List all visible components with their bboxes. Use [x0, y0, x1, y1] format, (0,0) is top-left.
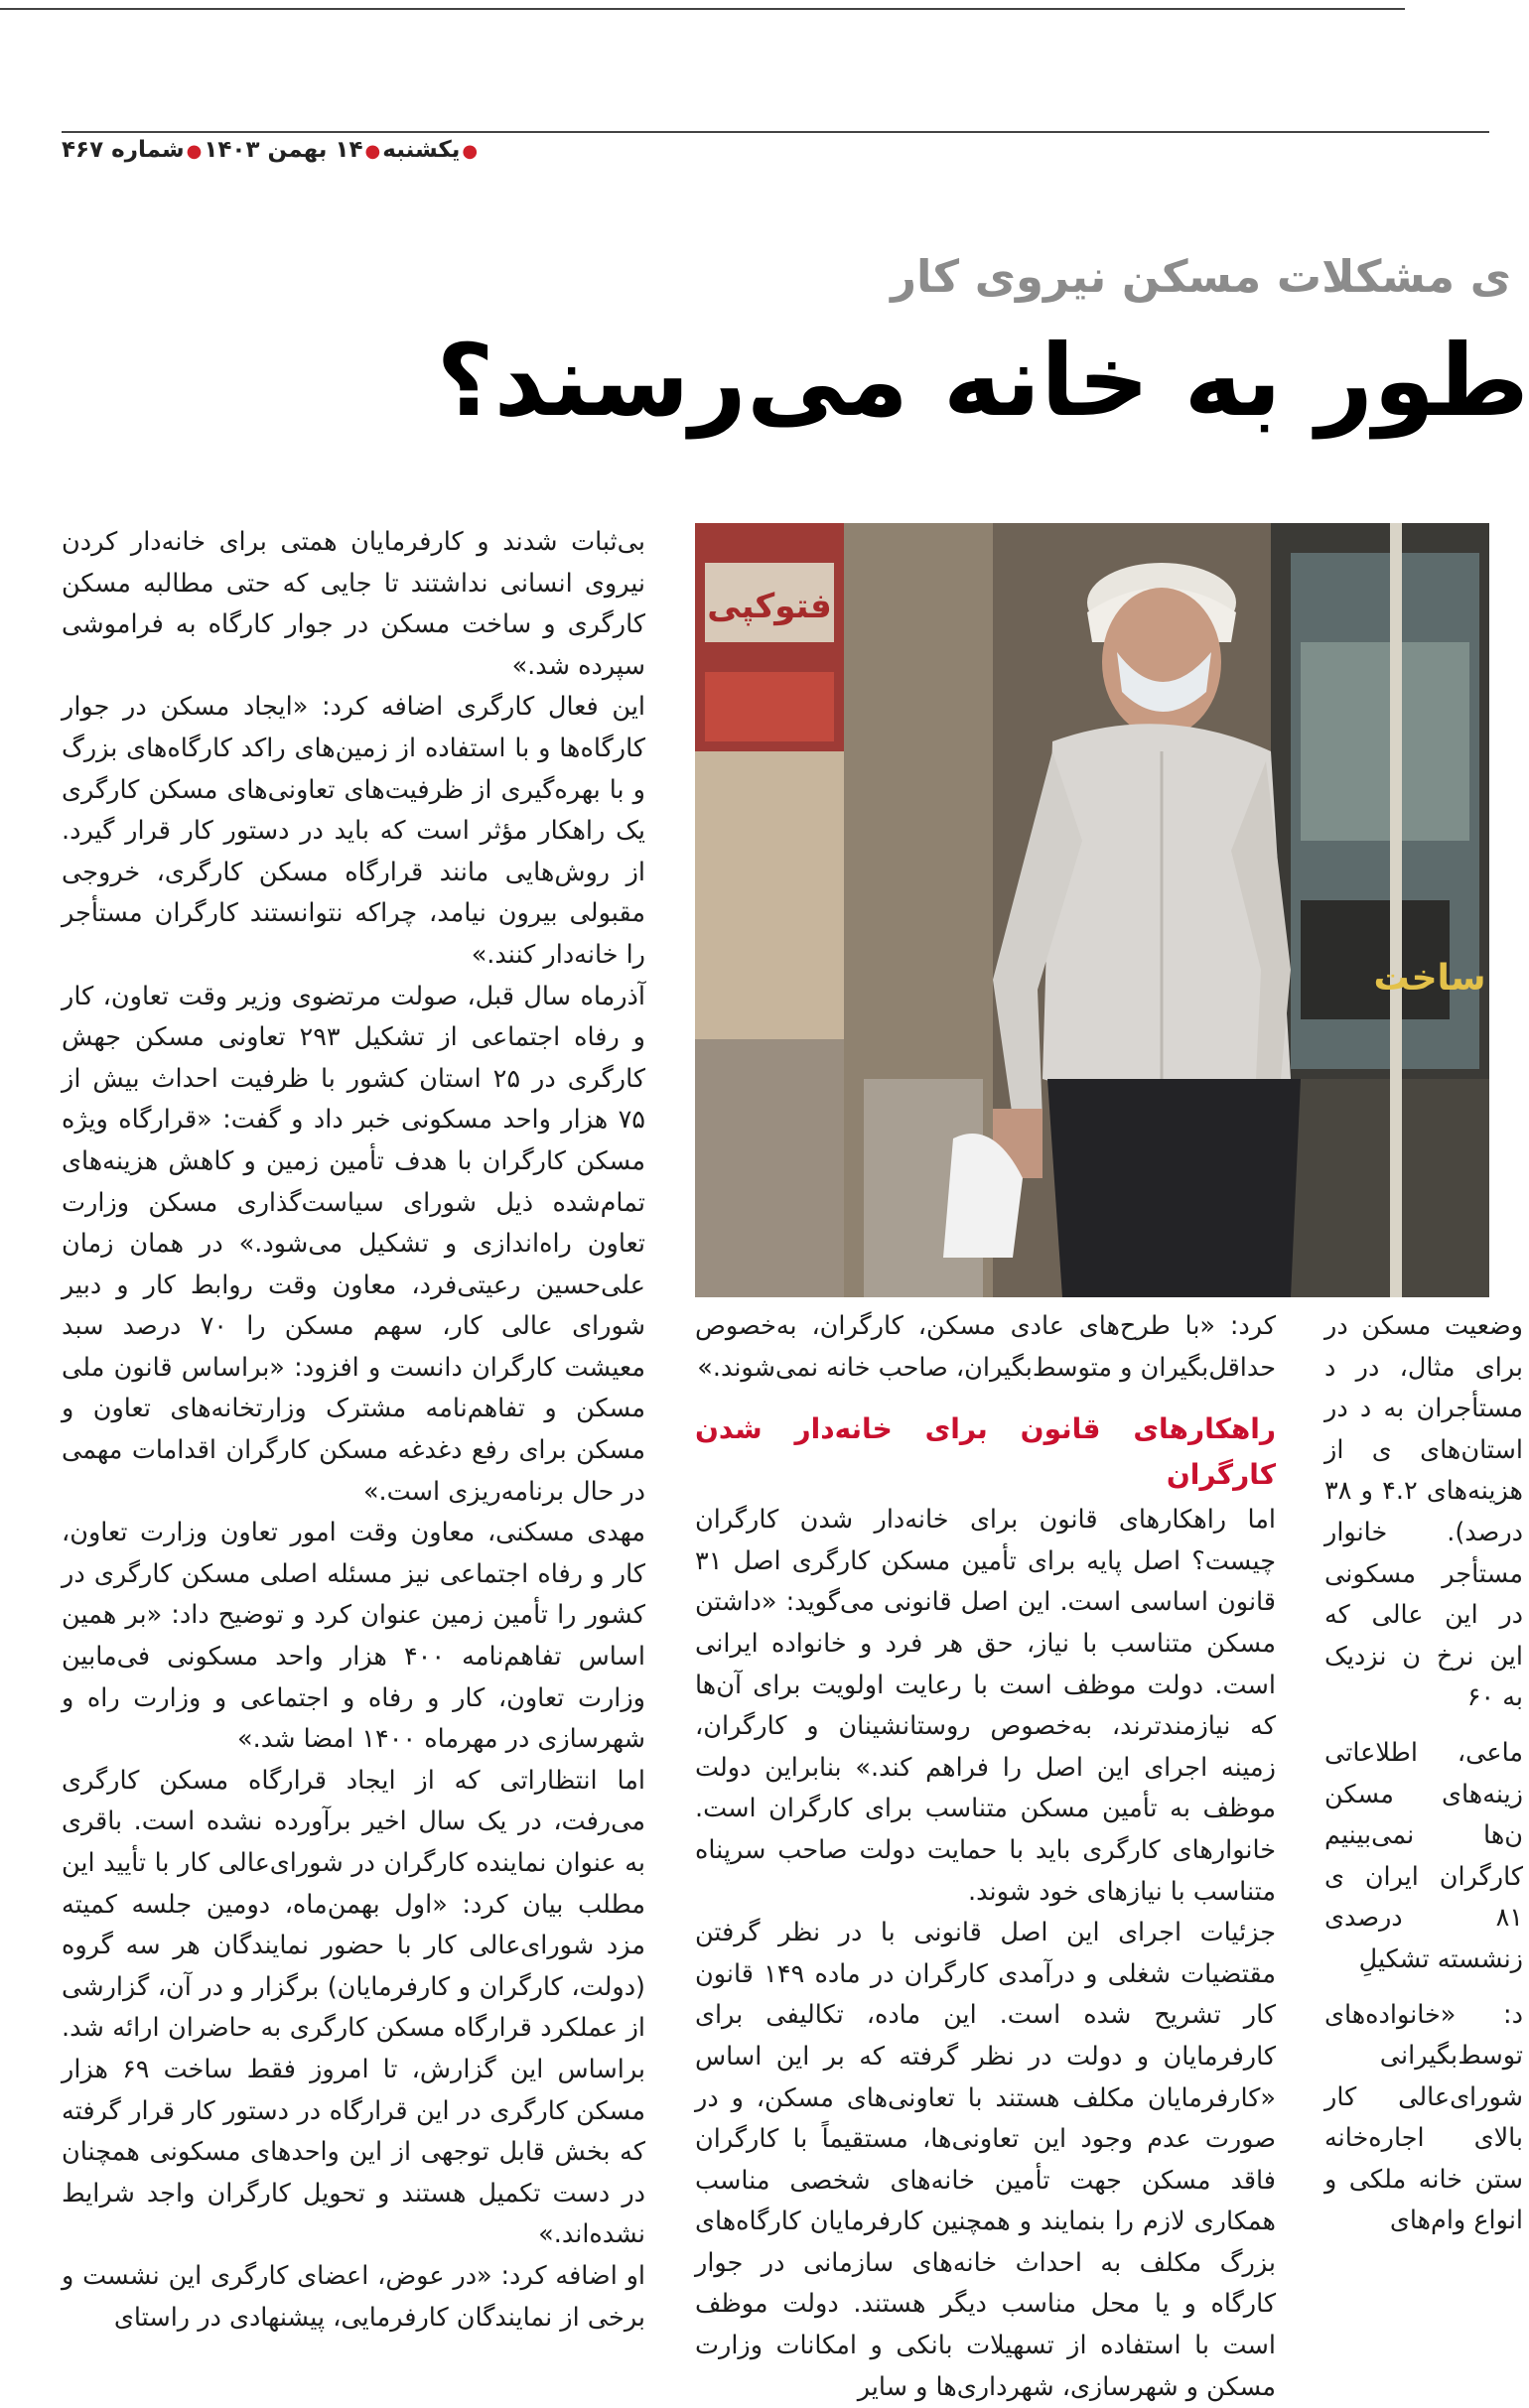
left-column	[62, 522, 645, 2339]
photo-sign-bottom: ساخت	[1373, 958, 1486, 999]
paragraph: مهدی مسکنی، معاون وقت امور تعاون وزارت تعاون، کار و رفاه اجتماعی نیز مسئله اصلی مسکن کارگری در کشور را تأمین زمین عنوان کرد و توضیح داد: «بر همین اساس تفاهم‌نامه ۴۰۰ هزار واحد مسکونی فی‌مابین وزارت تعاون، کار و رفاه و اجتماعی و وزارت راه و شهرسازی در مهرماه ۱۴۰۰ امضا شد.»	[62, 1518, 645, 1755]
section-subheading: راهکارهای قانون برای خانه‌دار شدن کارگران	[695, 1412, 1276, 1492]
middle-column	[695, 1306, 1276, 2408]
article-photo	[695, 523, 1489, 1297]
dateline-issue: شماره ۴۶۷	[62, 137, 185, 163]
bullet-dot: ●	[462, 141, 479, 162]
paragraph: این فعال کارگری اضافه کرد: «ایجاد مسکن در جوار کارگاه‌ها و با استفاده از زمین‌های راکد کارگاه‌های بزرگ و با بهره‌گیری از ظرفیت‌های تعاونی‌های مسکن کارگری یک راهکار مؤثر است که باید در دستور کار قرار گیرد. از روش‌هایی مانند قرارگاه مسکن کارگری، خروجی مقبولی بیرون نیامد، چراکه نتوانستند کارگران مستأجر را خانه‌دار کنند.»	[62, 692, 645, 970]
paragraph: بی‌ثبات شدند و کارفرمایان همتی برای خانه‌دار کردن نیروی انسانی نداشتند تا جایی که حتی مطالبه مسکن کارگری و ساخت مسکن در جوار کارگاه به فراموشی سپرده شد.»	[62, 527, 645, 681]
dateline	[62, 137, 657, 173]
paragraph-gap	[1324, 1719, 1523, 1733]
paragraph: آذرماه سال قبل، صولت مرتضوی وزیر وقت تعاون، کار و رفاه اجتماعی از تشکیل ۲۹۳ تعاونی مسکن جهش کارگری در ۲۵ استان کشور با ظرفیت احداث بیش از ۷۵ هزار واحد مسکونی خبر داد و گفت: «قرارگاه ویژه مسکن کارگران با هدف تأمین زمین و کاهش هزینه‌های تمام‌شده ذیل شورای سیاست‌گذاری مسکن وزارت تعاون راه‌اندازی و تشکیل می‌شود.» در همان زمان علی‌حسین رعیتی‌فرد، معاون وقت روابط کار و دبیر شورای عالی کار، سهم مسکن را ۷۰ درصد سبد معیشت کارگران دانست و افزود: «براساس قانون ملی مسکن و تفاهم‌نامه مشترک وزارتخانه‌های تعاون و مسکن برای رفع دغدغه مسکن کارگران اقدامات مهمی در حال برنامه‌ریزی است.»	[62, 981, 645, 1507]
paragraph: وضعیت مسکن در برای مثال، در د مستأجران به د در استان‌های ی از هزینه‌های ۴.۲ و ۳۸ درصد). خانوار مستأجر مسکونی در این عالی که این نرخ ن نزدیک به ۶۰	[1324, 1311, 1524, 1713]
bullet-dot: ●	[186, 141, 203, 162]
article-kicker: ی مشکلات مسکن نیروی کار	[891, 250, 1511, 303]
right-column-cropped	[1324, 1306, 1523, 2242]
paragraph-gap	[1324, 1981, 1523, 1995]
photo-sign-top: فتوکپی	[707, 587, 832, 626]
header-rule	[62, 131, 1489, 133]
paragraph: او اضافه کرد: «در عوض، اعضای کارگری این نشست و برخی از نمایندگان کارفرمایی، پیشنهادی در راستای	[62, 2260, 645, 2333]
paragraph: جزئیات اجرای این اصل قانونی با در نظر گرفتن مقتضیات شغلی و درآمدی کارگران در ماده ۱۴۹ قانون کار تشریح شده است. این ماده، تکالیفی برای کارفرمایان و دولت در نظر گرفته که بر این اساس «کارفرمایان مکلف هستند با تعاونی‌های مسکن، و در صورت عدم وجود این تعاونی‌ها، مستقیماً با کارگران فاقد مسکن جهت تأمین خانه‌های شخصی مناسب همکاری لازم را بنمایند و همچنین کارفرمایان کارگاه‌های بزرگ مکلف به احداث خانه‌های سازمانی در جوار کارگاه و یا محل مناسب دیگر هستند. دولت موظف است با استفاده از تسهیلات بانکی و امکانات وزارت مسکن و شهرسازی، شهرداری‌ها و سایر	[695, 1918, 1277, 2402]
paragraph: اما راهکارهای قانون برای خانه‌دار شدن کارگران چیست؟ اصل پایه برای تأمین مسکن کارگری اصل ۳۱ قانون اساسی است. این اصل قانونی می‌گوید: «داشتن مسکن متناسب با نیاز، حق هر فرد و خانواده ایرانی است. دولت موظف است با رعایت اولویت برای آن‌ها که نیازمندترند، به‌خصوص روستانشینان و کارگران، زمینه اجرای این اصل را فراهم کند.» بنابراین دولت موظف به تأمین مسکن متناسب برای کارگران است. خانوارهای کارگری باید با حمایت دولت صاحب سرپناه متناسب با نیازهای خود شوند.	[695, 1505, 1276, 1907]
dateline-day: یکشنبه	[382, 137, 461, 163]
paragraph: ماعی، اطلاعاتی زینه‌های مسکن ن‌ها نمی‌بینیم کارگران ایران ی ۸۱ درصدی زنشسته تشکیلِ	[1324, 1737, 1523, 1974]
article-headline: طور به خانه می‌رسند؟	[436, 323, 1529, 439]
dateline-date: ۱۴ بهمن ۱۴۰۳	[204, 137, 363, 163]
top-rule	[0, 8, 1405, 10]
bullet-dot: ●	[364, 141, 381, 162]
photo-caption: کرد: «با طرح‌های عادی مسکن، کارگران، به‌خصوص حداقل‌بگیران و متوسط‌بگیران، صاحب خانه نمی‌شوند.»	[695, 1311, 1276, 1383]
paragraph: اما انتظاراتی که از ایجاد قرارگاه مسکن کارگری می‌رفت، در یک سال اخیر برآورده نشده است. باقری به عنوان نماینده کارگران در شورای‌عالی کار با تأیید این مطلب بیان کرد: «اول بهمن‌ماه، دومین جلسه کمیته مزد شورای‌عالی کار با حضور نمایندگان هر سه گروه (دولت، کارگران و کارفرمایان) برگزار و در آن، گزارشی از عملکرد قرارگاه مسکن کارگری به حاضران ارائه شد. براساس این گزارش، تا امروز فقط ساخت ۶۹ هزار مسکن کارگری در این قرارگاه در دستور کار قرار گرفته که بخش قابل توجهی از این واحدهای مسکونی همچنان در دست تکمیل هستند و تحویل کارگران واجد شرایط نشده‌اند.»	[62, 1765, 646, 2250]
paragraph: د: «خانواده‌های توسط‌بگیرانی شورای‌عالی کار بالای اجاره‌خانه ستن خانه ملکی و انواع وام‌های	[1324, 1999, 1523, 2236]
